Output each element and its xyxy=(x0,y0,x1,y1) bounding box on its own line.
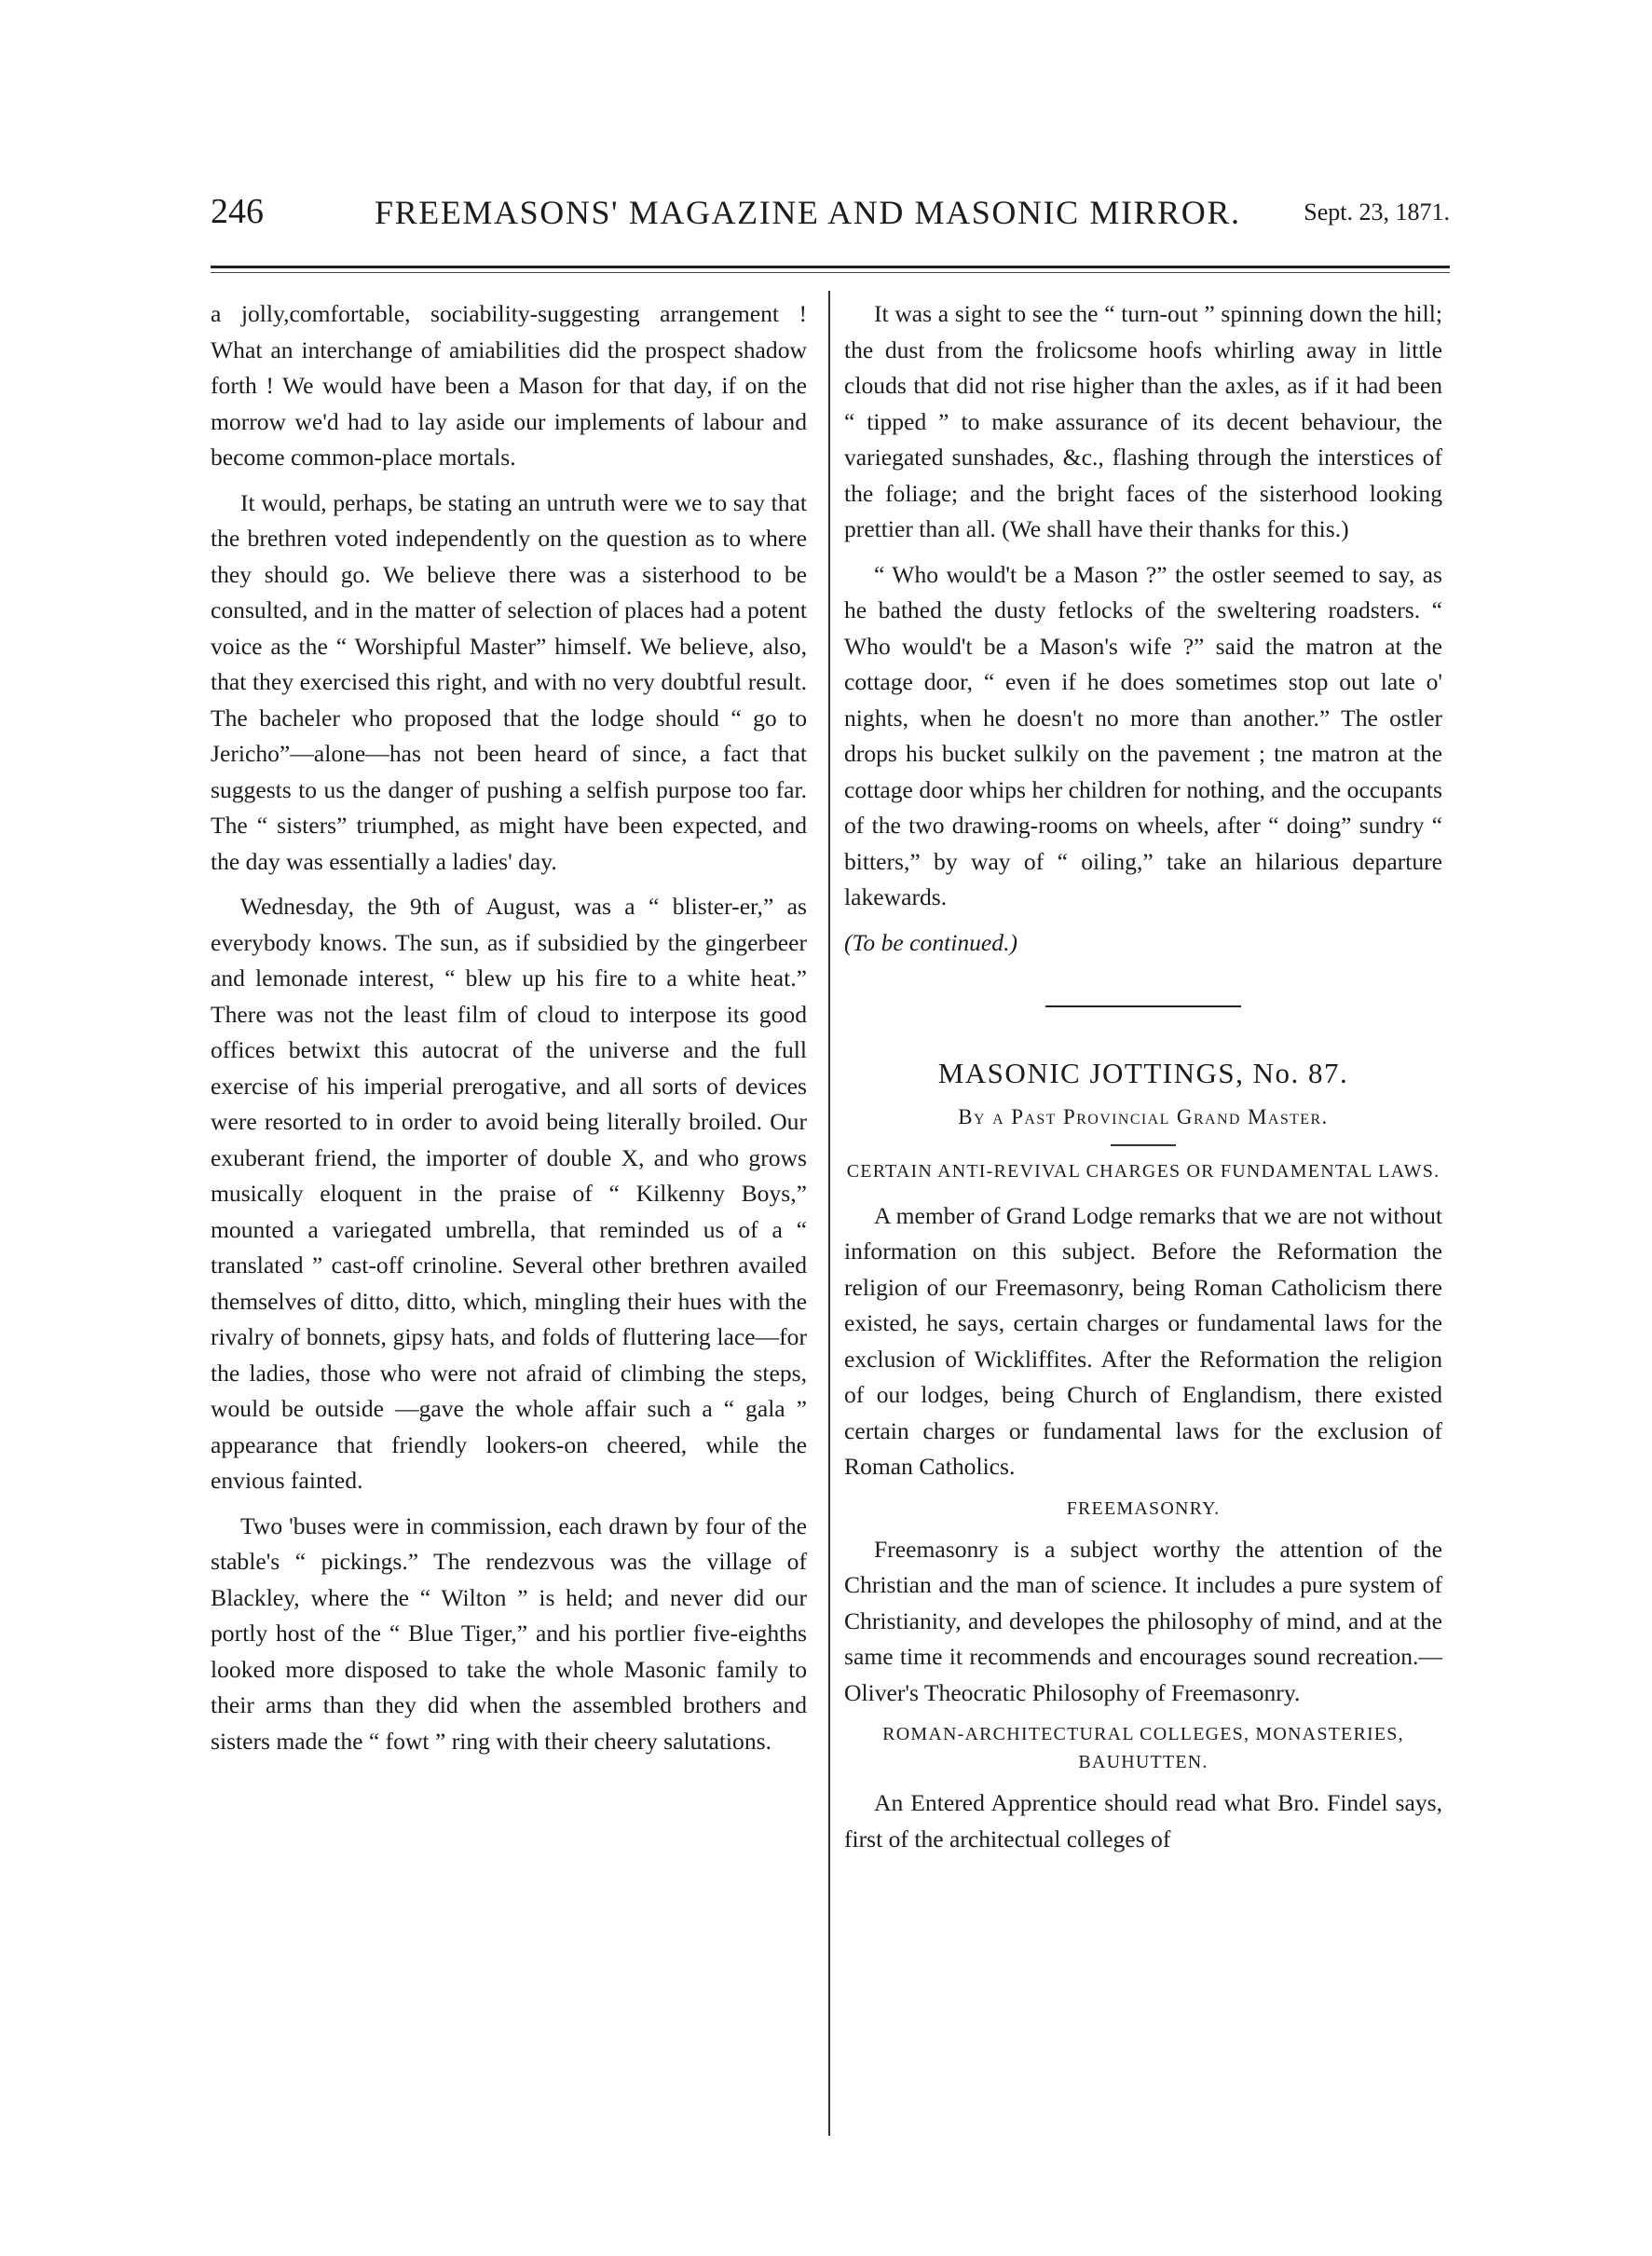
paragraph: a jolly,comfortable, sociability-suggesting arrangement ! What an interchange of amiabilities did the prospect shadow forth ! We would have been a Mason for that day, if on the morrow we'd had to lay aside our implements of labour and become common-place mortals. xyxy=(211,300,807,471)
article-byline: By a Past Provincial Grand Master. xyxy=(958,1104,1329,1128)
section-heading: ROMAN-ARCHITECTURAL COLLEGES, MONASTERIES, BAUHUTTEN. xyxy=(882,1724,1404,1772)
masthead-title: FREEMASONS' MAGAZINE AND MASONIC MIRROR. xyxy=(375,194,1241,231)
header-rule-thin xyxy=(211,272,1450,273)
paragraph: A member of Grand Lodge remarks that we are not without information on this subject. Before the Reformation the religion of our Freemasonry, being Roman Catholicism there existed, he says, certain charges or fundamental laws for the exclusion of Wickliffites. After the Reformation the religion of our lodges, being Church of Englandism, there existed certain charges or fundamental laws for the exclusion of Roman Catholics. xyxy=(844,1201,1442,1480)
right-column xyxy=(844,296,1442,1866)
header-rule xyxy=(211,266,1450,268)
section-heading: FREEMASONRY. xyxy=(1066,1497,1221,1519)
byline-rule xyxy=(1111,1144,1176,1146)
page-number: 246 xyxy=(211,192,264,231)
paragraph: Wednesday, the 9th of August, was a “ blister-er,” as everybody knows. The sun, as if subsidied by the gingerbeer and lemonade interest, “ blew up his fire to a white heat.” There was not the least film of cloud to interpose its good offices betwixt this autocrat of the universe and the full exercise of his imperial prerogative, and all sorts of devices were resorted to in order to avoid being literally broiled. Our exuberant friend, the importer of double X, and who grows musically eloquent in the praise of “ Kilkenny Boys,” mounted a variegated umbrella, that reminded us of a “ translated ” cast-off crinoline. Several other brethren availed themselves of ditto, ditto, which, mingling their hues with the rivalry of bonnets, gipsy hats, and folds of fluttering lace—for the ladies, those who were not afraid of climbing the steps, would be outside —gave the whole affair such a “ gala ” appearance that friendly lookers-on cheered, while the envious fainted. xyxy=(211,893,807,1494)
column-divider xyxy=(828,291,830,2136)
page-header xyxy=(211,191,1450,247)
paragraph: “ Who would't be a Mason ?” the ostler seemed to say, as he bathed the dusty fetlocks of the sweltering roadsters. “ Who would't be a Mason's wife ?” said the matron at the cottage door, “ even if he does sometimes stop out late o' nights, when he doesn't no more than another.” The ostler drops his bucket sulkily on the pavement ; tne matron at the cottage door whips her children for nothing, and the occupants of the two drawing-rooms on wheels, after “ doing” sundry “ bitters,” by way of “ oiling,” take an hilarious departure lakewards. xyxy=(844,560,1442,910)
paragraph: Two 'buses were in commission, each drawn by four of the stable's “ pickings.” The rendezvous was the village of Blackley, where the “ Wilton ” is held; and never did our portly host of the “ Blue Tiger,” and his portlier five-eighths looked more disposed to take the whole Masonic family to their arms than they did when the assembled brothers and sisters made the “ fowt ” ring with their cheery salutations. xyxy=(211,1511,807,1755)
paragraph: It would, perhaps, be stating an untruth were we to say that the brethren voted independently on the question as to where they should go. We believe there was a sisterhood to be consulted, and in the matter of selection of places had a potent voice as the “ Worshipful Master” himself. We believe, also, that they exercised this right, and with no very doubtful result. The bacheler who proposed that the lodge should “ go to Jericho”—alone—has not been heard of since, a fact that suggests to us the danger of pushing a selfish purpose too far. The “ sisters” triumphed, as might have been expected, and the day was essentially a ladies' day. xyxy=(211,488,807,875)
section-separator xyxy=(1045,1005,1241,1007)
to-be-continued: (To be continued.) xyxy=(844,928,1018,956)
issue-date: Sept. 23, 1871. xyxy=(1304,198,1450,226)
section-heading: CERTAIN ANTI-REVIVAL CHARGES OR FUNDAMENTAL LAWS. xyxy=(846,1160,1440,1182)
left-column xyxy=(211,296,807,1769)
paragraph: An Entered Apprentice should read what Bro. Findel says, first of the architectual colleges of xyxy=(844,1789,1442,1853)
paragraph: It was a sight to see the “ turn-out ” spinning down the hill; the dust from the frolicsome hoofs whirling away in little clouds that did not rise higher than the axles, as if it had been “ tipped ” to make assurance of its decent behaviour, the variegated sunshades, &c., flashing through the interstices of the foliage; and the bright faces of the sisterhood looking prettier than all. (We shall have their thanks for this.) xyxy=(844,300,1442,542)
article-title: MASONIC JOTTINGS, No. 87. xyxy=(937,1057,1349,1089)
paragraph: Freemasonry is a subject worthy the attention of the Christian and the man of science. It includes a pure system of Christianity, and developes the philosophy of mind, and at the same time it recommends and encourages sound recreation.—Oliver's Theocratic Philosophy of Freemasonry. xyxy=(844,1535,1442,1706)
